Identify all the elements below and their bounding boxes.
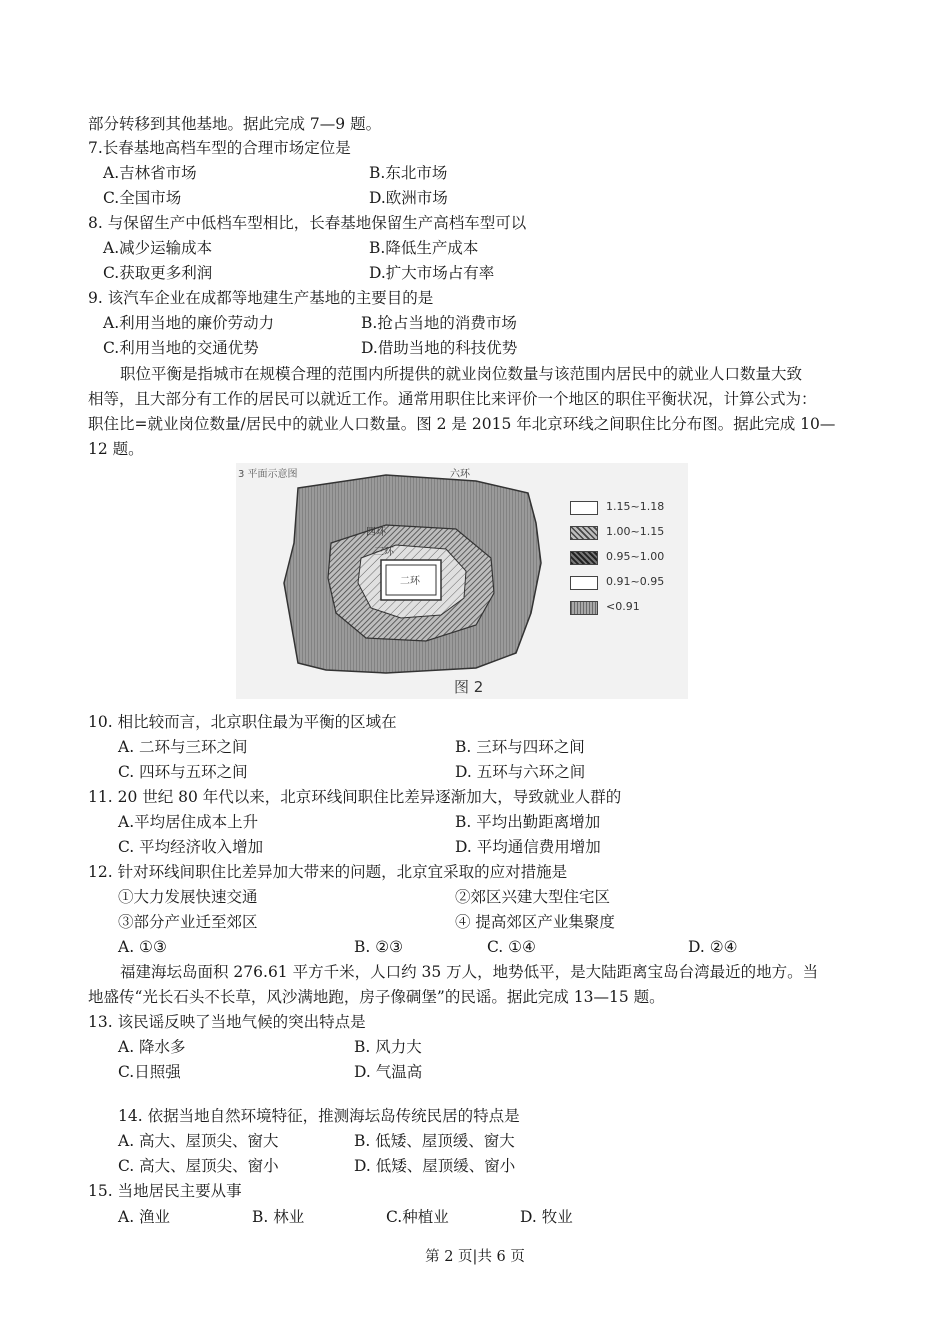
q10-option-b: B. 三环与四环之间 (455, 738, 585, 756)
q12-option-b: B. ②③ (354, 938, 404, 956)
q10-option-c: C. 四环与五环之间 (118, 763, 248, 781)
q11-stem: 11. 20 世纪 80 年代以来，北京环线间职住比差异逐渐加大，导致就业人群的 (88, 788, 622, 806)
q14-option-b: B. 低矮、屋顶缓、窗大 (354, 1132, 515, 1150)
q12-option-c: C. ①④ (487, 938, 536, 956)
q15-option-c: C.种植业 (386, 1208, 449, 1226)
passage3-line1: 福建海坛岛面积 276.61 平方千米，人口约 35 万人，地势低平，是大陆距离宝岛台湾最近的地方。当 (120, 963, 819, 981)
ring-label-second: 二环 (400, 576, 420, 587)
legend-swatch-5 (570, 601, 598, 615)
q12-stem: 12. 针对环线间职住比差异加大带来的问题，北京宜采取的应对措施是 (88, 863, 568, 881)
legend-swatch-4 (570, 576, 598, 590)
legend-swatch-3 (570, 551, 598, 565)
legend-swatch-2 (570, 526, 598, 540)
q8-option-d: D.扩大市场占有率 (369, 264, 495, 282)
q7-option-c: C.全国市场 (103, 189, 182, 207)
q12-item-4: ④ 提高郊区产业集聚度 (455, 913, 615, 931)
q12-option-d: D. ②④ (688, 938, 738, 956)
q9-option-c: C.利用当地的交通优势 (103, 339, 259, 357)
figure-caption: 图 2 (454, 678, 484, 696)
q14-stem: 14. 依据当地自然环境特征，推测海坛岛传统民居的特点是 (118, 1107, 520, 1125)
legend-swatch-1 (570, 501, 598, 515)
ring-label-fourth: 四环 (366, 527, 386, 538)
q7-option-a: A.吉林省市场 (103, 164, 197, 182)
q11-option-d: D. 平均通信费用增加 (455, 838, 601, 856)
q9-option-a: A.利用当地的廉价劳动力 (103, 314, 275, 332)
q10-stem: 10. 相比较而言，北京职住最为平衡的区域在 (88, 713, 397, 731)
passage2-line4: 12 题。 (88, 440, 144, 458)
q7-option-b: B.东北市场 (369, 164, 448, 182)
q14-option-a: A. 高大、屋顶尖、窗大 (118, 1132, 279, 1150)
legend-label-1: 1.15~1.18 (606, 500, 665, 513)
q8-option-a: A.减少运输成本 (103, 239, 213, 257)
q7-stem: 7.长春基地高档车型的合理市场定位是 (88, 139, 351, 157)
q15-stem: 15. 当地居民主要从事 (88, 1182, 242, 1200)
q8-stem: 8. 与保留生产中低档车型相比，长春基地保留生产高档车型可以 (88, 214, 527, 232)
q15-option-b: B. 林业 (252, 1208, 305, 1226)
q9-stem: 9. 该汽车企业在成都等地建生产基地的主要目的是 (88, 289, 434, 307)
q11-option-c: C. 平均经济收入增加 (118, 838, 264, 856)
q12-item-3: ③部分产业迁至郊区 (118, 913, 258, 931)
figure-top-text: 3 平面示意图 (238, 469, 298, 480)
figure-2-map (236, 463, 688, 699)
q9-option-b: B.抢占当地的消费市场 (361, 314, 517, 332)
passage2-line2: 相等，且大部分有工作的居民可以就近工作。通常用职住比来评价一个地区的职住平衡状况，计算公式为： (88, 390, 817, 408)
passage2-line3: 职住比=就业岗位数量/居民中的就业人口数量。图 2 是 2015 年北京环线之间职住比分布图。据此完成 10— (88, 415, 836, 433)
q15-option-d: D. 牧业 (520, 1208, 573, 1226)
q11-option-a: A.平均居住成本上升 (118, 813, 259, 831)
q14-option-c: C. 高大、屋顶尖、窗小 (118, 1157, 279, 1175)
legend-label-4: 0.91~0.95 (606, 575, 665, 588)
q13-option-c: C.日照强 (118, 1063, 181, 1081)
ring-label-third: 三环 (374, 547, 394, 558)
legend-label-2: 1.00~1.15 (606, 525, 665, 538)
q15-option-a: A. 渔业 (118, 1208, 171, 1226)
q12-item-1: ①大力发展快速交通 (118, 888, 258, 906)
q11-option-b: B. 平均出勤距离增加 (455, 813, 601, 831)
q10-option-a: A. 二环与三环之间 (118, 738, 248, 756)
q13-stem: 13. 该民谣反映了当地气候的突出特点是 (88, 1013, 366, 1031)
ring-label-sixth: 六环 (450, 469, 470, 480)
q13-option-d: D. 气温高 (354, 1063, 423, 1081)
legend-label-3: 0.95~1.00 (606, 550, 665, 563)
passage3-line2: 地盛传“光长石头不长草，风沙满地跑，房子像碉堡”的民谣。据此完成 13—15 题。 (88, 988, 665, 1006)
intro-tail: 部分转移到其他基地。据此完成 7—9 题。 (88, 115, 382, 133)
q7-option-d: D.欧洲市场 (369, 189, 448, 207)
q14-option-d: D. 低矮、屋顶缓、窗小 (354, 1157, 516, 1175)
q12-option-a: A. ①③ (118, 938, 167, 956)
q13-option-a: A. 降水多 (118, 1038, 186, 1056)
passage2-line1: 职位平衡是指城市在规模合理的范围内所提供的就业岗位数量与该范围内居民中的就业人口数量大致 (120, 365, 803, 383)
q8-option-b: B.降低生产成本 (369, 239, 479, 257)
q9-option-d: D.借助当地的科技优势 (361, 339, 518, 357)
q13-option-b: B. 风力大 (354, 1038, 422, 1056)
legend-label-5: <0.91 (606, 600, 640, 613)
q12-item-2: ②郊区兴建大型住宅区 (455, 888, 611, 906)
q10-option-d: D. 五环与六环之间 (455, 763, 586, 781)
page-footer: 第 2 页|共 6 页 (425, 1249, 525, 1265)
q8-option-c: C.获取更多利润 (103, 264, 213, 282)
